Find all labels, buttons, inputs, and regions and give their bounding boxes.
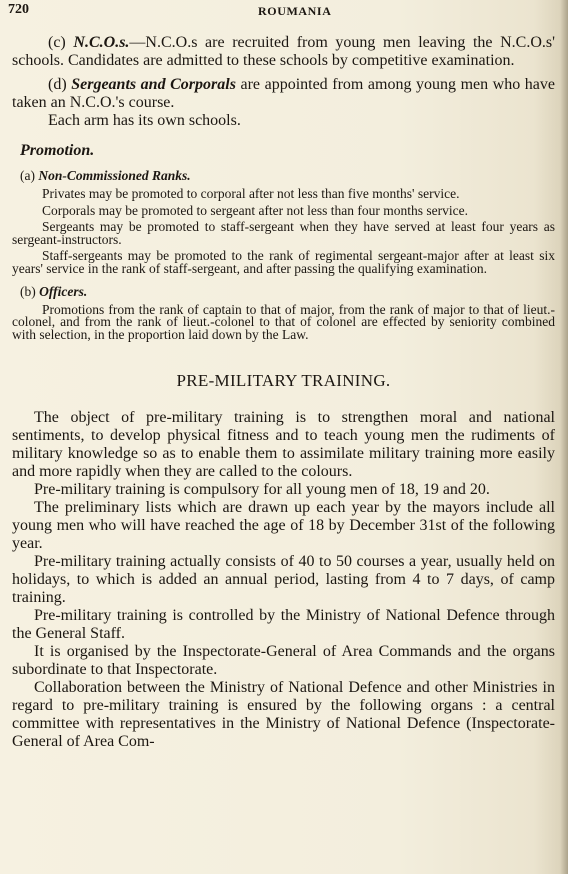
paragraph-sergeants	[12, 76, 555, 112]
item-text: —N.C.O.s are recruited from young men leaving the N.C.O.s' schools. Candidates are admitted to these schools by competitive examination.	[12, 34, 556, 69]
item-title: N.C.O.s.	[73, 34, 130, 51]
pre-military-paragraph: Pre-military training is controlled by the Ministry of National Defence through the General Staff.	[12, 607, 555, 643]
subheading-label: (a)	[20, 168, 35, 183]
subheading-non-commissioned	[20, 168, 555, 184]
subheading-title: Officers.	[39, 283, 88, 299]
section-title-pre-military: PRE-MILITARY TRAINING.	[176, 371, 391, 391]
subheading-officers	[20, 284, 555, 300]
item-label: (d)	[48, 76, 67, 93]
pre-military-paragraph: The preliminary lists which are drawn up each year by the mayors include all young men who will have reached the age of 18 by December 31st of the following year.	[12, 499, 555, 553]
promotion-paragraph: Promotions from the rank of captain to that of major, from the rank of major to that of lieut.-colonel, and from the rank of lieut.-colonel to that of colonel are effected by seniority combined with selection, in the proportion laid down by the Law.	[12, 301, 555, 342]
subheading-title: Non-Commissioned Ranks.	[38, 168, 191, 183]
promotion-paragraph: Sergeants may be promoted to staff-sergeant when they have served at least four years as sergeant-instructors.	[12, 219, 555, 247]
item-label: (c)	[48, 34, 66, 51]
paragraph-schools: Each arm has its own schools.	[48, 112, 241, 129]
item-title: Sergeants and Corporals	[71, 76, 236, 93]
paragraph-ncos	[12, 34, 555, 70]
promotion-paragraph: Staff-sergeants may be promoted to the rank of regimental sergeant-major after at least six years' service in the rank of staff-sergeant, and after passing the qualifying examination.	[12, 248, 555, 276]
page-gutter-shadow	[560, 0, 568, 874]
pre-military-paragraph: Pre-military training actually consists of 40 to 50 courses a year, usually held on holidays, to which is added an annual period, lasting from 4 to 7 days, of camp training.	[12, 553, 555, 607]
item-text: are appointed from among young men who have taken an N.C.O.'s course.	[12, 76, 556, 111]
pre-military-paragraph: Pre-military training is compulsory for all young men of 18, 19 and 20.	[34, 481, 490, 499]
promotion-heading: Promotion.	[20, 142, 95, 159]
pre-military-paragraph: The object of pre-military training is to strengthen moral and national sentiments, to develop physical fitness and to teach young men the rudiments of military knowledge so as to enable them to assimilate military training more easily and more rapidly when they are called to the colours.	[12, 409, 555, 481]
pre-military-paragraph: Collaboration between the Ministry of National Defence and other Ministries in regard to pre-military training is ensured by the following organs : a central committee with representatives in the Ministry of National Defence (Inspectorate-General of Area Com-	[12, 679, 555, 751]
page-header	[0, 2, 568, 22]
page-number: 720	[8, 2, 29, 17]
page-body	[12, 34, 555, 751]
promotion-paragraph: Privates may be promoted to corporal after not less than five months' service.	[42, 186, 460, 201]
promotion-paragraph: Corporals may be promoted to sergeant after not less than four months service.	[42, 202, 469, 218]
running-head: ROUMANIA	[258, 4, 332, 18]
pre-military-paragraph: It is organised by the Inspectorate-General of Area Commands and the organs subordinate to that Inspectorate.	[12, 643, 555, 679]
subheading-label: (b)	[20, 283, 36, 299]
